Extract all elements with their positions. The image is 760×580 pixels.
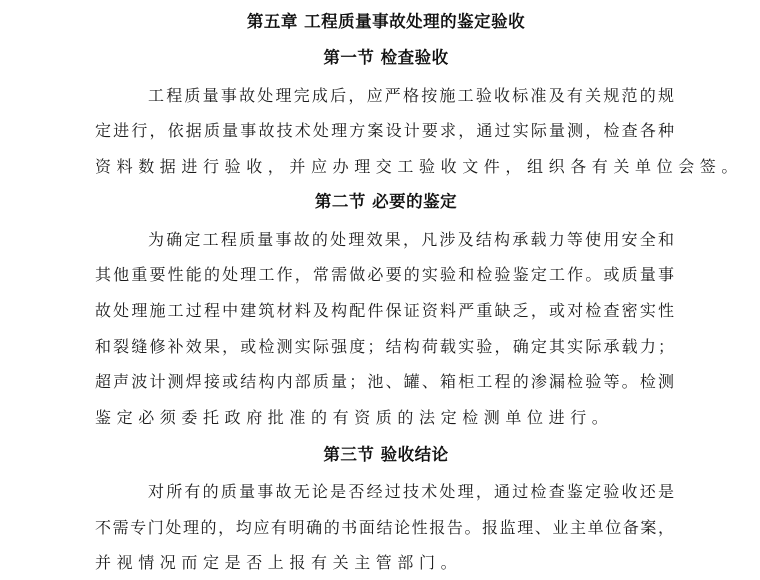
- section-heading-acceptance-conclusion: 第三节 验收结论: [323, 445, 449, 464]
- paragraph-line: 其他重要性能的处理工作，常需做必要的实验和检验鉴定工作。或质量事: [95, 265, 674, 284]
- paragraph-line: 定进行，依据质量事故技术处理方案设计要求，通过实际量测，检查各种: [95, 121, 674, 140]
- paragraph-line: 和裂缝修补效果，或检测实际强度；结构荷载实验，确定其实际承载力；: [95, 337, 674, 356]
- paragraph-line: 超声波计测焊接或结构内部质量；池、罐、箱柜工程的渗漏检验等。检测: [95, 372, 674, 391]
- paragraph-line: 鉴定必须委托政府批准的有资质的法定检测单位进行。: [95, 408, 614, 427]
- section-heading-inspection-acceptance: 第一节 检查验收: [323, 48, 449, 67]
- paragraph-line: 资料数据进行验收，并应办理交工验收文件，组织各有关单位会签。: [95, 157, 744, 176]
- section-heading-necessary-appraisal: 第二节 必要的鉴定: [314, 192, 458, 211]
- paragraph-line: 并视情况而定是否上报有关主管部门。: [95, 553, 463, 572]
- paragraph-line: 不需专门处理的，均应有明确的书面结论性报告。报监理、业主单位备案，: [95, 518, 674, 537]
- paragraph-line: 工程质量事故处理完成后，应严格按施工验收标准及有关规范的规: [148, 86, 674, 105]
- paragraph-line: 为确定工程质量事故的处理效果，凡涉及结构承载力等使用安全和: [148, 230, 674, 249]
- paragraph-line: 对所有的质量事故无论是否经过技术处理，通过检查鉴定验收还是: [148, 482, 674, 501]
- paragraph-line: 故处理施工过程中建筑材料及构配件保证资料严重缺乏，或对检查密实性: [95, 301, 674, 320]
- chapter-title: 第五章 工程质量事故处理的鉴定验收: [246, 12, 526, 31]
